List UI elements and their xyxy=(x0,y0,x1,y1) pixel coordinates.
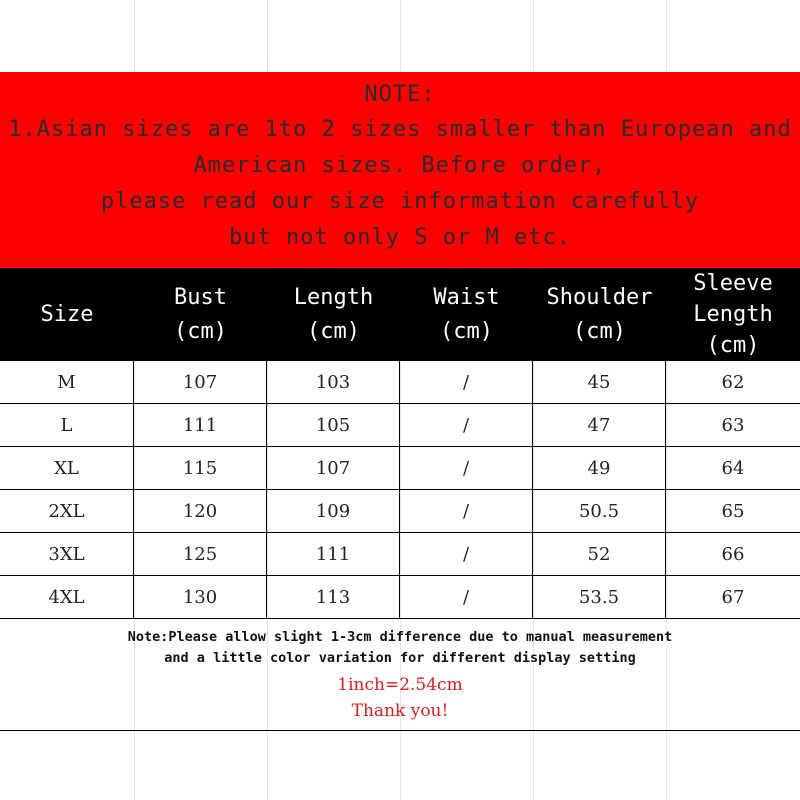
footer-note-line-2: and a little color variation for different display setting xyxy=(164,650,636,666)
header-shoulder xyxy=(533,268,666,361)
cell-length: 107 xyxy=(267,447,400,489)
cell-shoulder: 45 xyxy=(533,361,666,403)
table-row xyxy=(0,404,800,447)
cell-bust: 125 xyxy=(134,533,267,575)
footer-note-line-1: Note:Please allow slight 1-3cm difference due to manual measurement xyxy=(127,629,673,645)
cell-bust: 107 xyxy=(134,361,267,403)
cell-bust: 111 xyxy=(134,404,267,446)
table-row xyxy=(0,490,800,533)
table-row xyxy=(0,361,800,404)
cell-sleeve-length: 64 xyxy=(721,458,745,479)
cell-size: 2XL xyxy=(0,490,134,532)
cell-shoulder: 49 xyxy=(533,447,666,489)
header-waist-unit: (cm) xyxy=(440,318,493,344)
cell-waist: / xyxy=(400,490,533,532)
header-length-unit: (cm) xyxy=(307,318,360,344)
inch-conversion: 1inch=2.54cm xyxy=(337,675,463,695)
cell-length: 105 xyxy=(267,404,400,446)
cell-size: 3XL xyxy=(0,533,134,575)
cell-bust: 115 xyxy=(134,447,267,489)
table-row xyxy=(0,533,800,576)
thank-you-text: Thank you! xyxy=(351,701,449,721)
cell-size: XL xyxy=(0,447,134,489)
header-bust xyxy=(134,268,267,361)
header-waist-label: Waist xyxy=(433,284,500,310)
header-sleeve-label-1: Sleeve xyxy=(693,271,773,296)
cell-waist: / xyxy=(400,576,533,618)
cell-length: 103 xyxy=(267,361,400,403)
header-shoulder-unit: (cm) xyxy=(573,318,626,344)
cell-sleeve-length: 63 xyxy=(721,415,745,436)
header-sleeve-length xyxy=(666,268,800,361)
table-row xyxy=(0,576,800,619)
header-waist xyxy=(400,268,533,361)
cell-sleeve-length: 66 xyxy=(721,544,745,565)
cell-sleeve-length: 65 xyxy=(721,501,745,522)
cell-shoulder: 47 xyxy=(533,404,666,446)
cell-size: 4XL xyxy=(0,576,134,618)
cell-shoulder: 52 xyxy=(533,533,666,575)
header-size-label: Size xyxy=(40,301,94,327)
note-line-1: 1.Asian sizes are 1to 2 sizes smaller than European and xyxy=(8,117,792,142)
note-line-3: please read our size information carefully xyxy=(100,189,700,214)
header-bust-unit: (cm) xyxy=(174,318,227,344)
cell-sleeve-length: 62 xyxy=(721,372,745,393)
cell-waist: / xyxy=(400,533,533,575)
header-length xyxy=(267,268,400,361)
header-shoulder-label: Shoulder xyxy=(546,284,653,310)
cell-length: 113 xyxy=(267,576,400,618)
cell-waist: / xyxy=(400,447,533,489)
cell-size: L xyxy=(0,404,134,446)
header-bust-label: Bust xyxy=(174,284,227,310)
header-sleeve-label-2: Length xyxy=(693,302,773,327)
measurement-footer xyxy=(0,619,800,731)
size-note-banner xyxy=(0,72,800,268)
cell-length: 111 xyxy=(267,533,400,575)
note-line-4: but not only S or M etc. xyxy=(229,225,571,250)
cell-shoulder: 53.5 xyxy=(533,576,666,618)
cell-shoulder: 50.5 xyxy=(533,490,666,532)
cell-size: M xyxy=(0,361,134,403)
header-sleeve-unit: (cm) xyxy=(706,333,760,358)
cell-sleeve-length: 67 xyxy=(721,587,745,608)
cell-length: 109 xyxy=(267,490,400,532)
note-line-2: American sizes. Before order, xyxy=(193,153,607,178)
cell-bust: 130 xyxy=(134,576,267,618)
cell-waist: / xyxy=(400,361,533,403)
header-size xyxy=(0,268,134,361)
size-table-header xyxy=(0,268,800,361)
header-length-label: Length xyxy=(293,284,374,310)
cell-waist: / xyxy=(400,404,533,446)
size-table-body xyxy=(0,361,800,619)
cell-bust: 120 xyxy=(134,490,267,532)
table-row xyxy=(0,447,800,490)
note-title: NOTE: xyxy=(364,82,436,107)
